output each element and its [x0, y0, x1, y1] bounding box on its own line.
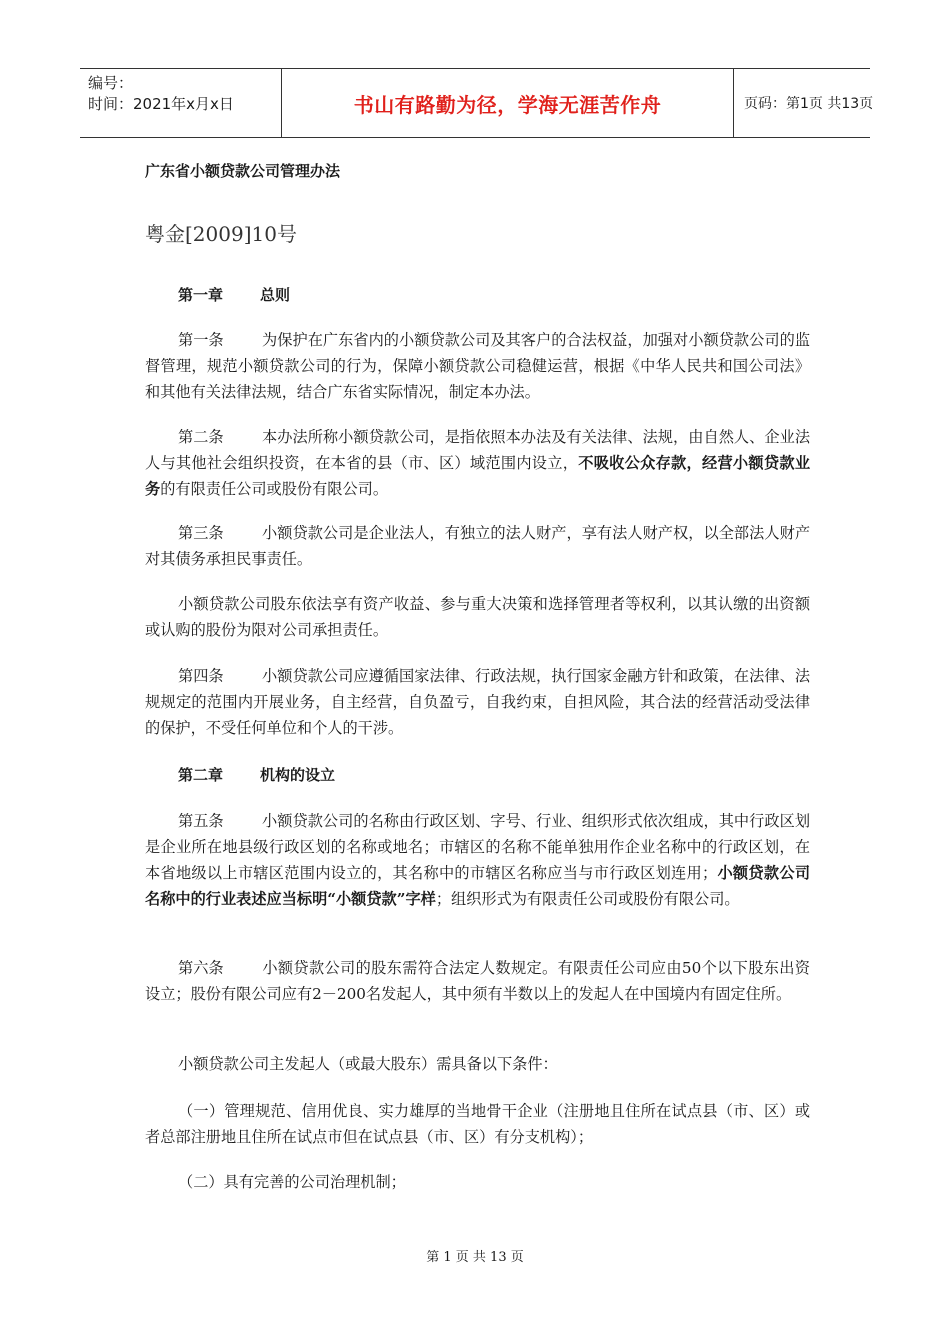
article-text-cont: 的有限责任公司或股份有限公司。	[160, 480, 388, 498]
article-label: 第二条	[178, 428, 224, 446]
header-info-cell	[80, 69, 282, 137]
document-number: 粤金[2009]10号	[145, 222, 297, 246]
article-text: 小额贷款公司是企业法人，有独立的法人财产，享有法人财产权，以全部法人财产对其债务承担民事责任。	[145, 524, 810, 568]
article-text-cont: ；组织形式为有限责任公司或股份有限公司。	[435, 890, 740, 908]
article-2	[145, 424, 810, 502]
article-text: 本办法所称小额贷款公司，是指依照本办法及有关法律、法规，由自然人、企业法人与其他社会组织投资，在本省的县（市、区）域范围内设立，	[145, 428, 810, 472]
chapter-heading-2	[178, 764, 335, 785]
article-3	[145, 520, 810, 572]
article-text: 小额贷款公司应遵循国家法律、行政法规，执行国家金融方针和政策，在法律、法规规定的范围内开展业务，自主经营，自负盈亏，自我约束，自担风险，其合法的经营活动受法律的保护，不受任何单位和个人的干涉。	[145, 667, 810, 737]
article-label: 第一条	[178, 331, 224, 349]
chapter-heading-1	[178, 284, 290, 305]
article-6	[145, 955, 810, 1007]
date-line: 时间：2021年x月x日	[88, 95, 234, 113]
article-label: 第六条	[178, 959, 224, 977]
article-text: 小额贷款公司的股东需符合法定人数规定。有限责任公司应由50个以下股东出资设立；股份有限公司应有2－200名发起人，其中须有半数以上的发起人在中国境内有固定住所。	[145, 959, 810, 1003]
chapter-name: 总则	[260, 286, 291, 304]
article-1	[145, 327, 810, 405]
document-title: 广东省小额贷款公司管理办法	[145, 162, 341, 180]
paragraph-shareholder: 小额贷款公司股东依法享有资产收益、参与重大决策和选择管理者等权利，以其认缴的出资额或认购的股份为限对公司承担责任。	[145, 595, 810, 639]
article-label: 第三条	[178, 524, 224, 542]
condition-1: （一）管理规范、信用优良、实力雄厚的当地骨干企业（注册地且住所在试点县（市、区）或者总部注册地且住所在试点市但在试点县（市、区）有分支机构）；	[145, 1102, 810, 1146]
chapter-name: 机构的设立	[260, 766, 336, 784]
article-emphasis: 小额贷款公司名称中的行业表述应当标明“小额贷款”字样	[145, 864, 811, 908]
page-footer: 第 1 页 共 13 页	[426, 1250, 524, 1265]
article-5	[145, 808, 810, 912]
article-label: 第五条	[178, 812, 224, 830]
condition-2: （二）具有完善的公司治理机制；	[178, 1173, 406, 1191]
article-4	[145, 663, 810, 741]
header-table	[80, 68, 874, 138]
article-text: 小额贷款公司的名称由行政区划、字号、行业、组织形式依次组成，其中行政区划是企业所在地县级行政区划的名称或地名；市辖区的名称不能单独用作企业名称中的行政区划，在本省地级以上市辖区范围内设立的，其名称中的市辖区名称应当与市行政区划连用；	[145, 812, 810, 882]
article-label: 第四条	[178, 667, 224, 685]
motto: 书山有路勤为径，学海无涯苦作舟	[282, 69, 734, 137]
chapter-number: 第二章	[178, 766, 224, 784]
number-label: 编号：	[88, 74, 134, 92]
paragraph-promoter: 小额贷款公司主发起人（或最大股东）需具备以下条件：	[178, 1055, 558, 1073]
page-code: 页码：第1页 共13页	[744, 96, 874, 112]
chapter-number: 第一章	[178, 286, 224, 304]
article-text: 为保护在广东省内的小额贷款公司及其客户的合法权益，加强对小额贷款公司的监督管理，规范小额贷款公司的行为，保障小额贷款公司稳健运营，根据《中华人民共和国公司法》和其他有关法律法规，结合广东省实际情况，制定本办法。	[145, 331, 810, 401]
article-emphasis: 不吸收公众存款，经营小额贷款业务	[145, 454, 811, 498]
